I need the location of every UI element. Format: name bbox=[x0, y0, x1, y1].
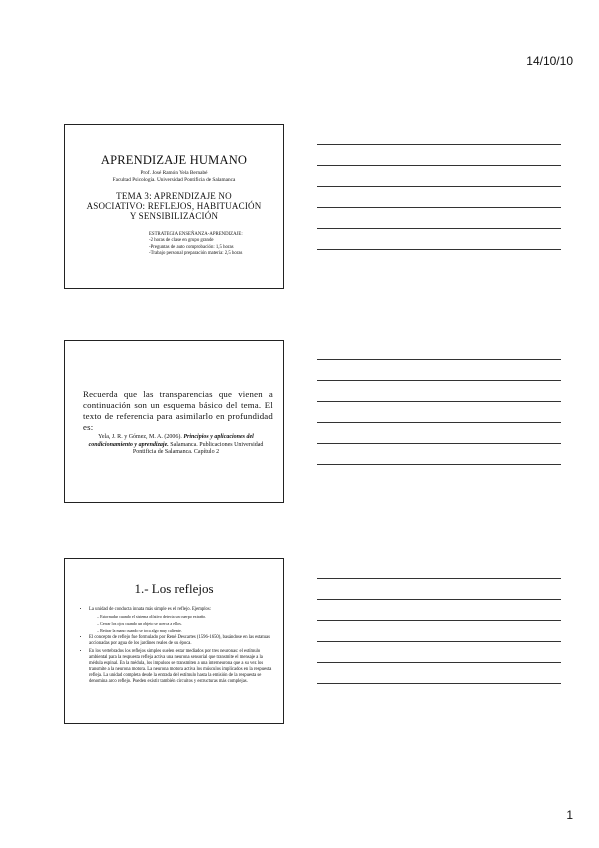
slide-3 bbox=[64, 558, 284, 724]
strategy-heading: ESTRATEGIA ENSEÑANZA-APRENDIZAJE: bbox=[149, 232, 243, 237]
note-line bbox=[317, 228, 561, 229]
bullet-item bbox=[89, 635, 277, 647]
slide-title: APRENDIZAJE HUMANO bbox=[100, 153, 248, 167]
notes-lines-2 bbox=[317, 359, 561, 485]
note-line bbox=[317, 683, 561, 684]
note-line bbox=[317, 249, 561, 250]
note-line bbox=[317, 207, 561, 208]
sub-item: – Estornudar cuando el sistema olfativo detecta un cuerpo extraño. bbox=[97, 614, 277, 619]
slide-theme bbox=[65, 191, 283, 221]
note-line bbox=[317, 641, 561, 642]
slide-author: Prof. José Ramón Yela Bernabé bbox=[140, 170, 208, 176]
strategy-item: -Preguntas de auto comprobación: 1,5 horas bbox=[149, 244, 234, 250]
sub-item: – Cerrar los ojos cuando un objeto se acerca a ellos. bbox=[97, 621, 277, 626]
notes-lines-3 bbox=[317, 578, 561, 704]
bullet-text: En los vertebrados los reflejos simples suelen estar mediados por tres neuronas: el estímulo ambiental para la respuesta refleja activa una neurona sensorial que transmite el mensaje a la médula espinal. En la médula, los impulsos se transmiten a una interneurona que a su vez los transmite a la neurona motora. La neurona motora activa los músculos implicados en la respuesta refleja. La unidad completa desde la entrada del estímulo hasta la emisión de la respuesta se denomina arco reflejo. Pueden existir también circuitos y estructuras más complejas. bbox=[89, 649, 272, 684]
bullet-text: La unidad de conducta innata más simple es el reflejo. Ejemplos: bbox=[89, 607, 211, 612]
note-line bbox=[317, 401, 561, 402]
bullet-text: El concepto de reflejo fue formulado por René Descartes (1596-1650), basándose en las estatuas accionadas por agua de los jardines reales de su época. bbox=[89, 635, 270, 646]
note-line bbox=[317, 443, 561, 444]
slide-title: 1.- Los reflejos bbox=[134, 581, 214, 596]
bullet-item bbox=[89, 649, 277, 685]
bullet-list bbox=[81, 607, 277, 685]
note-line bbox=[317, 186, 561, 187]
slide-faculty: Facultad Psicología. Universidad Pontificia de Salamanca bbox=[112, 177, 236, 183]
slide-1 bbox=[64, 124, 284, 289]
theme-line: ASOCIATIVO: REFLEJOS, HABITUACIÓN bbox=[86, 201, 262, 211]
ref-publisher: Salamanca. Publicaciones Universidad Pontificia de Salamanca. Capítulo 2 bbox=[132, 441, 264, 456]
ref-authors: Yela, J. R. y Gómez, M. A. (2006). bbox=[98, 434, 182, 440]
strategy-item: -2 horas de clase en grupo grande bbox=[149, 238, 214, 244]
slide-2 bbox=[64, 340, 284, 503]
note-line bbox=[317, 464, 561, 465]
strategy-item: -Trabajo personal preparación materia: 2,5 horas bbox=[149, 251, 243, 257]
note-line bbox=[317, 578, 561, 579]
strategy-block bbox=[149, 232, 283, 258]
note-line bbox=[317, 620, 561, 621]
theme-line: Y SENSIBILIZACIÓN bbox=[129, 211, 219, 221]
note-line bbox=[317, 359, 561, 360]
ref-title: Principios y aplicaciones del condicionamiento y aprendizaje. bbox=[88, 434, 254, 448]
sub-list bbox=[89, 614, 277, 633]
header-date: 14/10/10 bbox=[526, 54, 573, 68]
note-line bbox=[317, 662, 561, 663]
theme-line: TEMA 3: APRENDIZAJE NO bbox=[116, 191, 232, 201]
slide-body-text: Recuerda que las transparencias que vienen a continuación son un esquema básico del tema. El texto de referencia para asimilarlo en profundidad es: bbox=[83, 389, 273, 432]
sub-item: – Retirar la mano cuando se toca algo muy caliente. bbox=[97, 628, 277, 633]
note-line bbox=[317, 165, 561, 166]
bullet-item bbox=[89, 607, 277, 633]
note-line bbox=[317, 380, 561, 381]
page-number: 1 bbox=[566, 808, 573, 822]
note-line bbox=[317, 422, 561, 423]
reference-block bbox=[87, 434, 265, 457]
notes-lines-1 bbox=[317, 144, 561, 270]
note-line bbox=[317, 599, 561, 600]
note-line bbox=[317, 144, 561, 145]
